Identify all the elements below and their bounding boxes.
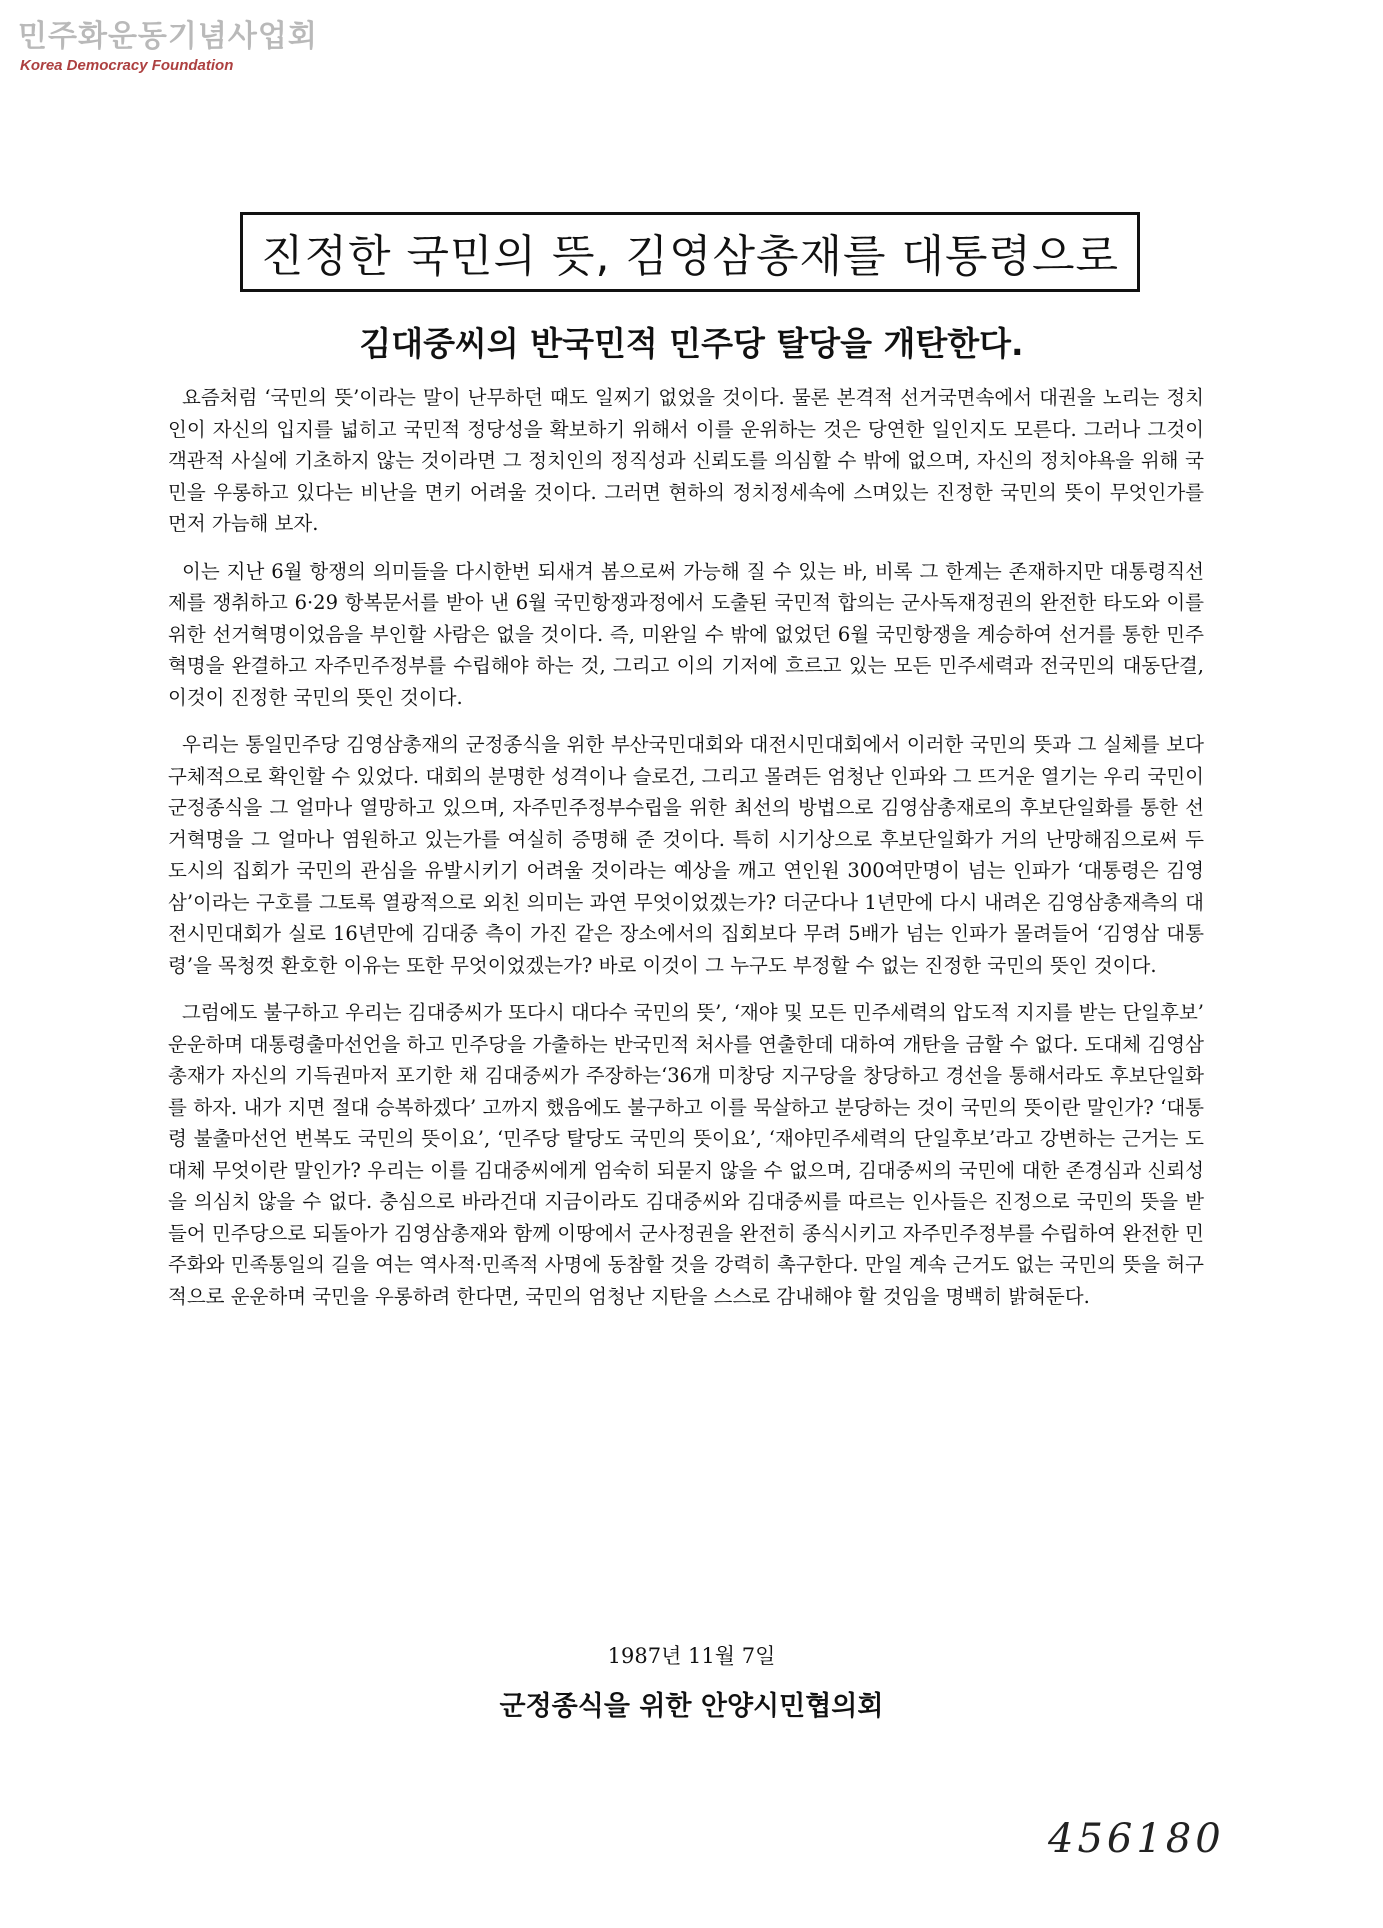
- archive-number: 456180: [1048, 1816, 1225, 1862]
- watermark-korean: 민주화운동기념사업회: [18, 19, 318, 54]
- signature-organization: 군정종식을 위한 안양시민협의회: [499, 1691, 884, 1722]
- paragraph-1: 요즘처럼 ‘국민의 뜻’이라는 말이 난무하던 때도 일찌기 없었을 것이다. 물론 본격적 선거국면속에서 대권을 노리는 정치인이 자신의 입지를 넓히고 국민적 정당성을 확보하기 위해서 이를 운위하는 것은 당연한 일인지도 모른다. 그러나 그것이 객관적 사실에 기초하지 않는 것이라면 그 정치인의 정직성과 신뢰도를 의심할 수 밖에 없으며, 자신의 정치야욕을 위해 국민을 우롱하고 있다는 비난을 면키 어려울 것이다. 그러면 현하의 정치정세속에 스며있는 진정한 국민의 뜻이 무엇인가를 먼저 가늠해 보자.: [168, 386, 1204, 535]
- paragraph-4: 그럼에도 불구하고 우리는 김대중씨가 또다시 대다수 국민의 뜻’, ‘재야 및 모든 민주세력의 압도적 지지를 받는 단일후보’ 운운하며 대통령출마선언을 하고 민주당을 가출하는 반국민적 처사를 연출한데 대하여 개탄을 금할 수 없다. 도대체 김영삼총재가 자신의 기득권마저 포기한 채 김대중씨가 주장하는‘36개 미창당 지구당을 창당하고 경선을 통해서라도 후보단일화를 하자. 내가 지면 절대 승복하겠다’ 고까지 했음에도 불구하고 이를 묵살하고 분당하는 것이 국민의 뜻이란 말인가? ‘대통령 불출마선언 번복도 국민의 뜻이요’, ‘민주당 탈당도 국민의 뜻이요’, ‘재야민주세력의 단일후보’라고 강변하는 근거는 도대체 무엇이란 말인가? 우리는 이를 김대중씨에게 엄숙히 되묻지 않을 수 없으며, 김대중씨의 국민에 대한 존경심과 신뢰성을 의심치 않을 수 없다. 충심으로 바라건대 지금이라도 김대중씨와 김대중씨를 따르는 인사들은 진정으로 국민의 뜻을 받들어 민주당으로 되돌아가 김영삼총재와 함께 이땅에서 군사정권을 완전히 종식시키고 자주민주정부를 수립하여 완전한 민주화와 민족통일의 길을 여는 역사적·민족적 사명에 동참할 것을 강력히 촉구한다. 만일 계속 근거도 없는 국민의 뜻을 허구적으로 운운하며 국민을 우롱하려 한다면, 국민의 엄청난 지탄을 스스로 감내해야 할 것임을 명백히 밝혀둔다.: [168, 1001, 1204, 1308]
- watermark: [18, 18, 318, 76]
- subtitle: 김대중씨의 반국민적 민주당 탈당을 개탄한다.: [359, 324, 1024, 363]
- title-box: [240, 212, 1140, 292]
- document-date: 1987년 11월 7일: [607, 1644, 776, 1668]
- page-title: 진정한 국민의 뜻, 김영삼총재를 대통령으로: [260, 231, 1119, 282]
- watermark-english: Korea Democracy Foundation: [20, 57, 234, 74]
- paragraph-3: 우리는 통일민주당 김영삼총재의 군정종식을 위한 부산국민대회와 대전시민대회에서 이러한 국민의 뜻과 그 실체를 보다 구체적으로 확인할 수 있었다. 대회의 분명한 성격이나 슬로건, 그리고 몰려든 엄청난 인파와 그 뜨거운 열기는 우리 국민이 군정종식을 그 얼마나 열망하고 있으며, 자주민주정부수립을 위한 최선의 방법으로 김영삼총재로의 후보단일화를 통한 선거혁명을 그 얼마나 염원하고 있는가를 여실히 증명해 준 것이다. 특히 시기상으로 후보단일화가 거의 난망해짐으로써 두 도시의 집회가 국민의 관심을 유발시키기 어려울 것이라는 예상을 깨고 연인원 300여만명이 넘는 인파가 ‘대통령은 김영삼’이라는 구호를 그토록 열광적으로 외친 의미는 과연 무엇이었겠는가? 더군다나 1년만에 다시 내려온 김영삼총재측의 대전시민대회가 실로 16년만에 김대중 측이 가진 같은 장소에서의 집회보다 무려 5배가 넘는 인파가 몰려들어 ‘김영삼 대통령’을 목청껏 환호한 이유는 또한 무엇이었겠는가? 바로 이것이 그 누구도 부정할 수 없는 진정한 국민의 뜻인 것이다.: [168, 733, 1204, 977]
- paragraph-2: 이는 지난 6월 항쟁의 의미들을 다시한번 되새겨 봄으로써 가능해 질 수 있는 바, 비록 그 한계는 존재하지만 대통령직선제를 쟁취하고 6·29 항복문서를 받아 낸 6월 국민항쟁과정에서 도출된 국민적 합의는 군사독재정권의 완전한 타도와 이를 위한 선거혁명이었음을 부인할 사람은 없을 것이다. 즉, 미완일 수 밖에 없었던 6월 국민항쟁을 계승하여 선거를 통한 민주혁명을 완결하고 자주민주정부를 수립해야 하는 것, 그리고 이의 기저에 흐르고 있는 모든 민주세력과 전국민의 대동단결, 이것이 진정한 국민의 뜻인 것이다.: [168, 559, 1204, 709]
- document-body: [168, 382, 1204, 1328]
